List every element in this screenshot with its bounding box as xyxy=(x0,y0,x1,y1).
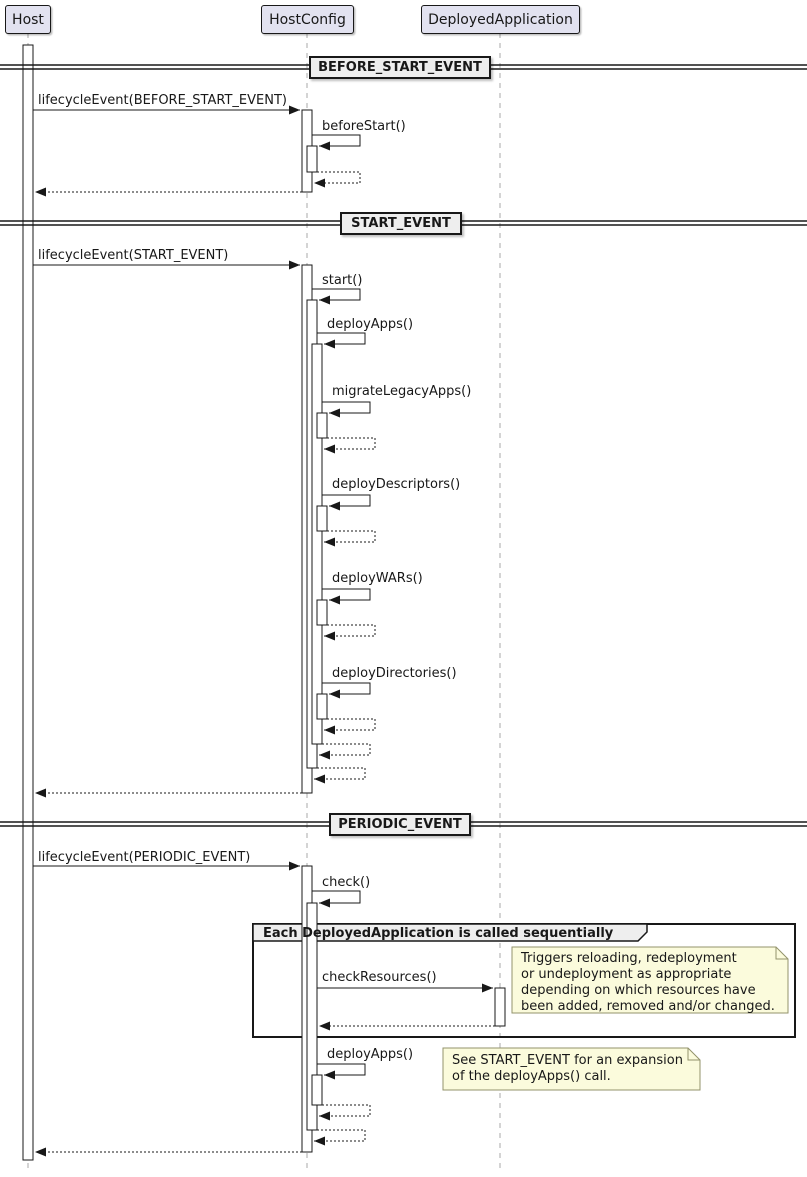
arrow-start xyxy=(312,289,360,300)
arrow-deploywars xyxy=(322,589,370,600)
arrow-deploydirectories xyxy=(322,683,370,694)
arrow-check xyxy=(312,891,360,903)
participant-hostconfig-label: HostConfig xyxy=(269,11,346,28)
divider-start-event xyxy=(340,212,462,235)
arrow-deployapps xyxy=(317,333,365,344)
divider-periodic-event xyxy=(329,813,471,836)
activation-migratelegacyapps xyxy=(317,413,327,438)
note-line: or undeployment as appropriate xyxy=(521,967,732,982)
participant-deployedapplication xyxy=(421,5,580,34)
activation-beforestart xyxy=(307,146,317,172)
message-beforestart: beforeStart() xyxy=(322,119,406,134)
activation-deployapps-periodic xyxy=(312,1075,322,1105)
divider-before-start-event xyxy=(309,56,491,79)
message-check: check() xyxy=(322,875,371,890)
message-lifecycle-periodic: lifecycleEvent(PERIODIC_EVENT) xyxy=(38,850,251,865)
message-start: start() xyxy=(322,273,363,288)
return-deploywars xyxy=(324,625,375,636)
activation-host xyxy=(23,45,33,1160)
message-deploydirectories: deployDirectories() xyxy=(332,666,457,681)
return-deploydirectories xyxy=(324,719,375,730)
return-deployapps xyxy=(319,744,370,755)
activation-deploydirectories xyxy=(317,694,327,719)
note-checkresources-text xyxy=(521,951,775,1015)
group-title: Each DeployedApplication is called sequentially xyxy=(263,926,614,941)
return-beforestart xyxy=(314,172,360,183)
return-deploydescriptors xyxy=(324,531,375,542)
participant-host-label: Host xyxy=(12,11,44,28)
note-line: been added, removed and/or changed. xyxy=(521,999,775,1014)
arrow-beforestart xyxy=(312,135,360,146)
activation-deployedapplication xyxy=(495,988,505,1026)
arrow-migratelegacyapps xyxy=(322,402,370,413)
message-deploywars: deployWARs() xyxy=(332,571,423,586)
message-lifecycle-before-start: lifecycleEvent(BEFORE_START_EVENT) xyxy=(38,93,287,108)
activation-deploywars xyxy=(317,600,327,625)
divider-start-label: START_EVENT xyxy=(351,216,451,231)
note-line: of the deployApps() call. xyxy=(452,1069,611,1084)
note-line: depending on which resources have xyxy=(521,983,756,998)
message-deployapps: deployApps() xyxy=(327,317,414,332)
divider-before-start-label: BEFORE_START_EVENT xyxy=(318,60,482,75)
message-deployapps-periodic: deployApps() xyxy=(327,1047,414,1062)
return-deployapps-periodic xyxy=(319,1105,370,1116)
message-checkresources: checkResources() xyxy=(322,970,437,985)
activation-deployapps xyxy=(312,344,322,744)
note-line: Triggers reloading, redeployment xyxy=(521,951,737,966)
message-lifecycle-start: lifecycleEvent(START_EVENT) xyxy=(38,248,229,263)
message-migratelegacyapps: migrateLegacyApps() xyxy=(332,384,472,399)
participant-hostconfig xyxy=(261,5,354,34)
note-line: See START_EVENT for an expansion xyxy=(452,1053,683,1068)
arrow-deploydescriptors xyxy=(322,495,370,506)
message-deploydescriptors: deployDescriptors() xyxy=(332,477,461,492)
activation-deploydescriptors xyxy=(317,506,327,531)
divider-periodic-label: PERIODIC_EVENT xyxy=(338,817,462,832)
participant-host xyxy=(5,5,51,34)
arrow-deployapps-periodic xyxy=(317,1064,365,1075)
participant-deployedapplication-label: DeployedApplication xyxy=(428,11,573,28)
note-deployapps-text xyxy=(452,1053,683,1085)
return-check xyxy=(314,1130,365,1141)
return-migratelegacyapps xyxy=(324,438,375,449)
return-start xyxy=(314,768,365,779)
